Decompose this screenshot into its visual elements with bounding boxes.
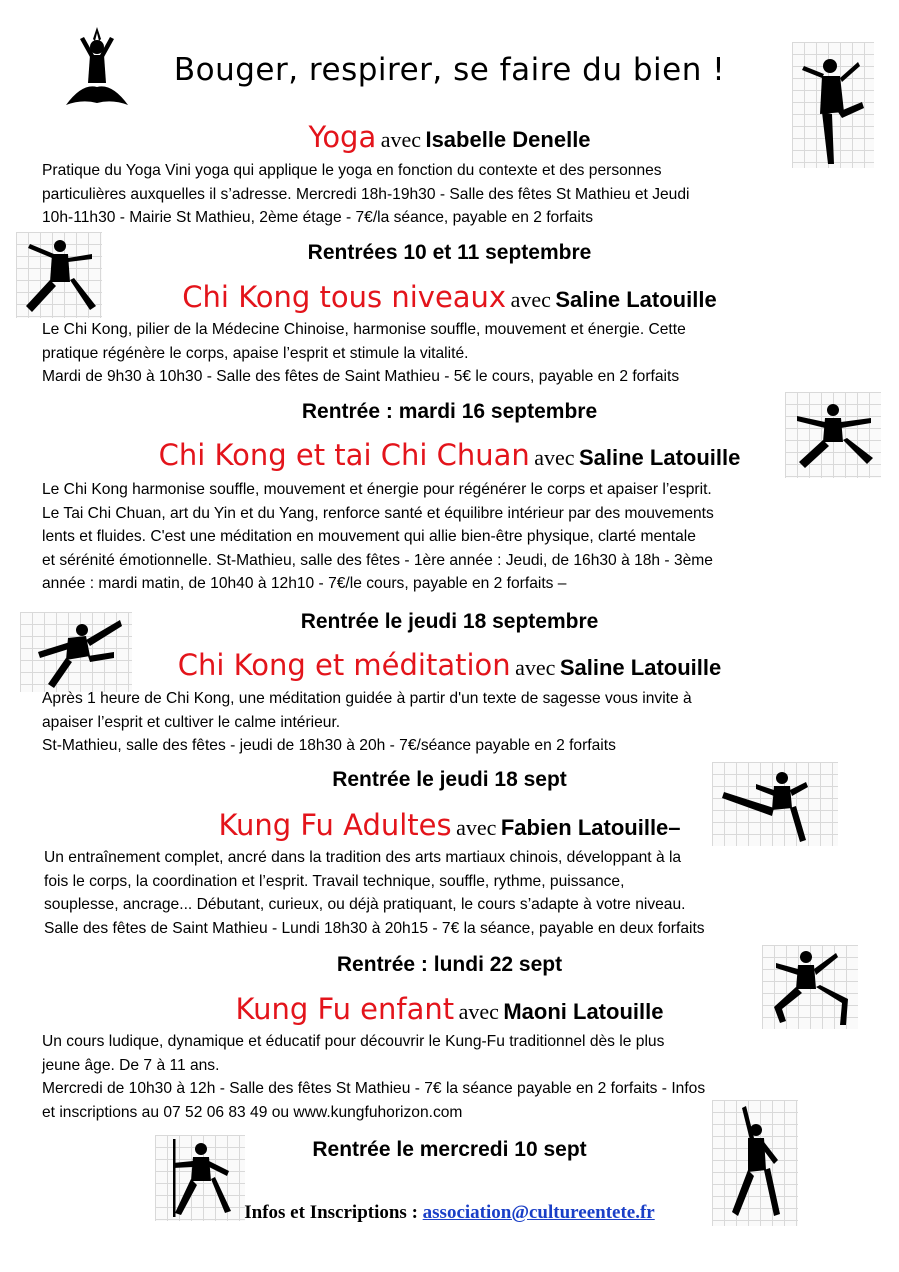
- section-heading: [0, 992, 899, 1026]
- footer-label: Infos et Inscriptions :: [244, 1202, 423, 1223]
- activity-name: Kung Fu Adultes: [218, 808, 452, 842]
- activity-name: Kung Fu enfant: [235, 992, 455, 1026]
- avec-word: avec: [380, 127, 421, 152]
- section-description: [42, 159, 689, 230]
- section-description: [42, 687, 692, 758]
- description-line: année : mardi matin, de 10h40 à 12h10 - 7€/le cours, payable en 2 forfaits –: [42, 575, 567, 592]
- avec-word: avec: [456, 815, 497, 840]
- description-line: et sérénité émotionnelle. St-Mathieu, salle des fêtes - 1ère année : Jeudi, de 16h30 à 18h - 3ème: [42, 551, 713, 569]
- description-line: et inscriptions au 07 52 06 83 49 ou www.kungfuhorizon.com: [42, 1103, 463, 1121]
- teacher-name: Fabien Latouille–: [500, 815, 681, 840]
- rentree-date: Rentrée : mardi 16 septembre: [301, 400, 598, 423]
- rentree-date: Rentrée le jeudi 18 sept: [332, 768, 567, 791]
- page-title: Bouger, respirer, se faire du bien !: [173, 52, 726, 88]
- description-line: Le Chi Kong harmonise souffle, mouvement et énergie pour régénérer le corps et apaiser l’esprit.: [42, 481, 712, 498]
- section-heading: [0, 438, 899, 472]
- section-heading: [0, 120, 899, 154]
- description-line: Pratique du Yoga Vini yoga qui applique le yoga en fonction du contexte et des personnes: [42, 162, 662, 179]
- section-heading: [0, 280, 899, 314]
- description-line: Le Tai Chi Chuan, art du Yin et du Yang, renforce santé et équilibre intérieur par des mouvements: [42, 504, 714, 522]
- avec-word: avec: [515, 655, 556, 680]
- description-line: particulières auxquelles il s’adresse. Mercredi 18h-19h30 - Salle des fêtes St Mathieu et Jeudi: [42, 185, 690, 203]
- contact-email-link[interactable]: association@cultureentete.fr: [422, 1202, 655, 1223]
- activity-name: Chi Kong et méditation: [177, 648, 511, 682]
- section-description: [42, 1030, 705, 1124]
- description-line: Un cours ludique, dynamique et éducatif pour découvrir le Kung-Fu traditionnel dès le plus: [42, 1033, 665, 1050]
- description-line: Mercredi de 10h30 à 12h - Salle des fêtes St Mathieu - 7€ la séance payable en 2 forfaits - Infos: [42, 1080, 706, 1097]
- description-line: Mardi de 9h30 à 10h30 - Salle des fêtes de Saint Mathieu - 5€ le cours, payable en 2 forfaits: [42, 368, 680, 385]
- description-line: St-Mathieu, salle des fêtes - jeudi de 18h30 à 20h - 7€/séance payable en 2 forfaits: [42, 737, 616, 754]
- activity-name: Yoga: [308, 120, 377, 154]
- teacher-name: Saline Latouille: [559, 655, 722, 680]
- rentree-date: Rentrée le jeudi 18 septembre: [300, 610, 599, 633]
- description-line: Un entraînement complet, ancré dans la tradition des arts martiaux chinois, développant à la: [44, 849, 682, 866]
- description-line: fois le corps, la coordination et l’esprit. Travail technique, souffle, rythme, puissance,: [44, 872, 625, 890]
- description-line: jeune âge. De 7 à 11 ans.: [42, 1056, 220, 1074]
- avec-word: avec: [458, 999, 499, 1024]
- avec-word: avec: [534, 445, 575, 470]
- section-description: [42, 478, 714, 596]
- footer-contact: [0, 1202, 899, 1224]
- avec-word: avec: [510, 287, 551, 312]
- teacher-name: Saline Latouille: [578, 445, 741, 470]
- description-line: Salle des fêtes de Saint Mathieu - Lundi 18h30 à 20h15 - 7€ la séance, payable en deux forfaits: [44, 919, 705, 937]
- description-line: 10h-11h30 - Mairie St Mathieu, 2ème étage - 7€/la séance, payable en 2 forfaits: [42, 209, 594, 226]
- section-heading: [0, 808, 899, 842]
- teacher-name: Isabelle Denelle: [425, 127, 591, 152]
- section-description: [42, 318, 686, 389]
- rentree-date: Rentrée le mercredi 10 sept: [312, 1138, 587, 1161]
- activity-name: Chi Kong tous niveaux: [182, 280, 507, 314]
- description-line: apaiser l’esprit et cultiver le calme intérieur.: [42, 713, 341, 731]
- description-line: souplesse, ancrage... Débutant, curieux, ou déjà pratiquant, le cours s’adapte à votre niveau.: [44, 896, 686, 913]
- teacher-name: Maoni Latouille: [503, 999, 664, 1024]
- yoga-meditation-icon: [62, 25, 132, 115]
- description-line: Après 1 heure de Chi Kong, une méditation guidée à partir d'un texte de sagesse vous invite à: [42, 690, 692, 707]
- description-line: pratique régénère le corps, apaise l’esprit et stimule la vitalité.: [42, 344, 469, 362]
- activity-name: Chi Kong et tai Chi Chuan: [158, 438, 530, 472]
- section-heading: [0, 648, 899, 682]
- teacher-name: Saline Latouille: [555, 287, 717, 312]
- description-line: Le Chi Kong, pilier de la Médecine Chinoise, harmonise souffle, mouvement et énergie. Cette: [42, 321, 686, 338]
- rentree-date: Rentrée : lundi 22 sept: [336, 953, 563, 976]
- section-description: [44, 846, 705, 940]
- description-line: lents et fluides. C'est une méditation en mouvement qui allie bien-être physique, clarté mentale: [42, 528, 696, 545]
- rentree-date: Rentrées 10 et 11 septembre: [307, 241, 592, 264]
